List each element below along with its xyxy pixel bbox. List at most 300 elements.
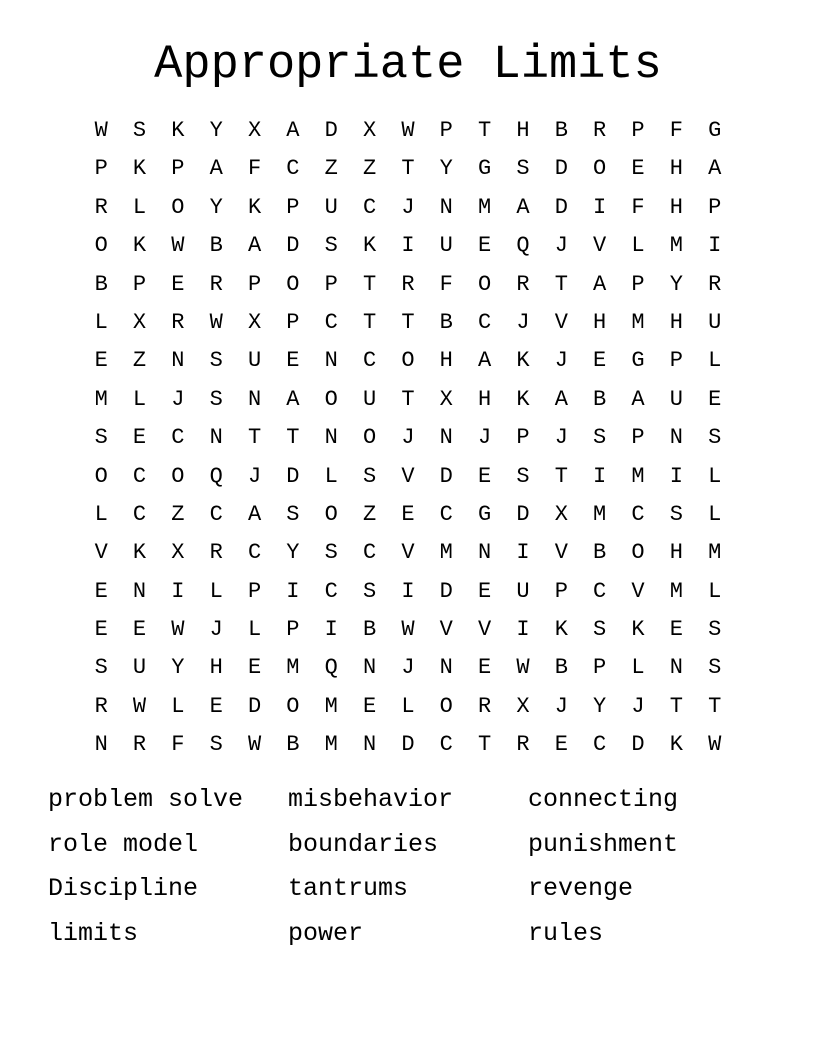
grid-letter: V [439, 617, 453, 643]
grid-letter: S [94, 425, 108, 451]
grid-letter: T [401, 386, 415, 412]
grid-letter: P [631, 118, 645, 143]
grid-letter: O [171, 463, 185, 489]
grid-letter: E [669, 617, 683, 643]
grid-letter: S [593, 617, 607, 643]
grid-letter: B [362, 617, 377, 643]
grid-letter: O [362, 425, 377, 451]
grid-letter: P [286, 617, 300, 643]
grid-letter: E [554, 732, 568, 758]
grid-letter: N [209, 425, 223, 451]
grid-row [82, 266, 734, 304]
grid-letter: K [247, 194, 262, 220]
grid-letter: X [439, 386, 453, 412]
grid-letter: A [286, 118, 300, 143]
grid-letter: N [362, 655, 377, 681]
grid-letter: E [94, 348, 108, 374]
grid-row [82, 573, 734, 611]
grid-letter: I [516, 540, 530, 566]
grid-letter: X [171, 540, 185, 566]
grid-letter: Z [132, 348, 147, 374]
grid-letter: J [631, 693, 645, 719]
grid-letter: W [516, 655, 530, 681]
grid-letter: K [132, 156, 147, 182]
grid-letter: L [132, 386, 147, 412]
grid-letter: Z [362, 156, 377, 182]
grid-letter: S [362, 463, 377, 489]
grid-letter: Y [171, 655, 185, 681]
grid-letter: P [631, 425, 645, 451]
grid-letter: L [401, 693, 415, 719]
grid-letter: I [286, 578, 300, 604]
grid-letter: O [401, 348, 415, 374]
grid-letter: E [362, 693, 377, 719]
grid-letter: O [94, 233, 108, 259]
grid-letter: D [631, 732, 645, 758]
grid-letter: P [171, 156, 185, 182]
grid-letter: P [286, 309, 300, 335]
grid-letter: R [209, 540, 223, 566]
grid-letter: T [478, 732, 492, 758]
grid-row [82, 419, 734, 457]
grid-letter: H [439, 348, 453, 374]
grid-letter: E [631, 156, 645, 182]
grid-letter: S [516, 463, 530, 489]
grid-letter: P [439, 118, 453, 143]
grid-letter: W [94, 118, 108, 143]
grid-letter: I [708, 233, 722, 259]
grid-letter: N [362, 732, 377, 758]
grid-letter: J [401, 425, 415, 451]
word-list-item: boundaries [288, 829, 439, 859]
grid-letter: Y [209, 118, 223, 143]
grid-letter: Y [669, 271, 683, 297]
grid-letter: D [554, 194, 568, 220]
grid-letter: T [554, 463, 568, 489]
grid-letter: P [94, 156, 108, 182]
grid-letter: W [171, 233, 185, 259]
grid-letter: S [209, 732, 223, 758]
grid-letter: Z [362, 501, 377, 527]
grid-letter: C [478, 309, 492, 335]
grid-letter: E [286, 348, 300, 374]
grid-row [82, 381, 734, 419]
grid-letter: J [209, 617, 223, 643]
grid-letter: R [171, 309, 185, 335]
grid-letter: R [516, 271, 530, 297]
grid-letter: P [247, 578, 262, 604]
grid-letter: T [708, 693, 722, 719]
grid-letter: E [132, 425, 147, 451]
grid-letter: P [247, 271, 262, 297]
grid-letter: P [669, 348, 683, 374]
grid-letter: L [94, 309, 108, 335]
grid-letter: C [324, 309, 338, 335]
grid-letter: K [132, 540, 147, 566]
grid-letter: B [593, 540, 607, 566]
grid-letter: H [669, 194, 683, 220]
grid-letter: I [401, 578, 415, 604]
grid-letter: M [631, 463, 645, 489]
word-list-item: revenge [528, 874, 634, 903]
grid-letter: X [554, 501, 568, 527]
grid-letter: F [171, 732, 185, 758]
grid-letter: D [286, 463, 300, 489]
grid-letter: T [362, 271, 377, 297]
grid-letter: V [478, 617, 492, 643]
grid-letter: N [439, 194, 453, 220]
grid-letter: N [439, 425, 453, 451]
grid-letter: O [94, 463, 108, 489]
grid-letter: J [401, 655, 415, 681]
grid-letter: E [478, 578, 492, 604]
grid-letter: N [324, 348, 338, 374]
grid-letter: B [439, 309, 453, 335]
grid-letter: C [132, 463, 147, 489]
word-list-item: power [288, 918, 364, 948]
grid-letter: F [631, 194, 645, 220]
grid-letter: C [439, 501, 453, 527]
grid-letter: X [516, 693, 530, 719]
grid-letter: L [132, 194, 147, 220]
grid-letter: U [439, 233, 453, 259]
grid-letter: Y [439, 156, 453, 182]
grid-letter: D [516, 501, 530, 527]
grid-letter: P [708, 194, 722, 220]
grid-letter: J [554, 233, 568, 259]
grid-letter: F [247, 156, 262, 182]
grid-letter: C [132, 501, 147, 527]
grid-row [82, 458, 734, 496]
grid-letter: J [171, 386, 185, 412]
grid-letter: K [516, 386, 530, 412]
grid-letter: J [554, 348, 568, 374]
grid-letter: O [593, 156, 607, 182]
grid-letter: U [132, 655, 147, 681]
grid-letter: B [286, 732, 300, 758]
word-list [48, 780, 768, 958]
grid-row [82, 726, 734, 764]
grid-letter: P [593, 655, 607, 681]
grid-letter: U [516, 578, 530, 604]
grid-letter: C [171, 425, 185, 451]
grid-row [82, 150, 734, 188]
grid-letter: U [669, 386, 683, 412]
grid-letter: M [708, 540, 722, 566]
word-list-item: connecting [528, 785, 679, 814]
grid-letter: S [209, 386, 223, 412]
grid-letter: R [94, 194, 108, 220]
grid-letter: S [324, 540, 338, 566]
grid-row [82, 688, 734, 726]
grid-letter: G [478, 501, 492, 527]
grid-row [82, 534, 734, 572]
grid-letter: V [401, 463, 415, 489]
grid-letter: A [209, 156, 223, 182]
grid-letter: E [478, 233, 492, 259]
grid-letter: O [286, 693, 300, 719]
grid-letter: N [94, 732, 108, 758]
grid-letter: H [209, 655, 223, 681]
grid-letter: K [554, 617, 568, 643]
grid-letter: A [478, 348, 492, 374]
grid-letter: Y [209, 194, 223, 220]
grid-letter: V [401, 540, 415, 566]
grid-letter: M [94, 386, 108, 412]
grid-letter: D [401, 732, 415, 758]
grid-letter: G [708, 118, 722, 143]
grid-letter: I [593, 463, 607, 489]
grid-letter: S [593, 425, 607, 451]
grid-letter: E [94, 617, 108, 643]
grid-letter: V [631, 578, 645, 604]
grid-letter: L [247, 617, 262, 643]
grid-letter: A [247, 501, 262, 527]
grid-letter: J [247, 463, 262, 489]
grid-letter: X [247, 118, 262, 143]
grid-letter: R [478, 693, 492, 719]
grid-letter: H [516, 118, 530, 143]
grid-letter: H [669, 156, 683, 182]
grid-letter: Y [286, 540, 300, 566]
grid-letter: J [554, 425, 568, 451]
grid-letter: B [593, 386, 607, 412]
grid-row [82, 342, 734, 380]
grid-letter: O [286, 271, 300, 297]
grid-letter: S [324, 233, 338, 259]
grid-letter: C [286, 156, 300, 182]
grid-letter: I [669, 463, 683, 489]
grid-letter: T [554, 271, 568, 297]
grid-letter: D [247, 693, 262, 719]
grid-letter: P [286, 194, 300, 220]
grid-letter: Q [516, 233, 530, 259]
grid-letter: V [554, 540, 568, 566]
grid-letter: W [708, 732, 722, 758]
grid-letter: K [516, 348, 530, 374]
grid-letter: A [516, 194, 530, 220]
grid-row [82, 611, 734, 649]
grid-letter: E [132, 617, 147, 643]
grid-letter: K [669, 732, 683, 758]
grid-letter: C [324, 578, 338, 604]
grid-letter: O [439, 693, 453, 719]
grid-letter: W [171, 617, 185, 643]
grid-letter: X [247, 309, 262, 335]
grid-letter: E [247, 655, 262, 681]
grid-letter: C [631, 501, 645, 527]
grid-letter: R [132, 732, 147, 758]
grid-letter: M [669, 233, 683, 259]
grid-letter: T [478, 118, 492, 143]
grid-letter: E [478, 655, 492, 681]
grid-letter: M [631, 309, 645, 335]
grid-letter: B [554, 655, 568, 681]
grid-row [82, 227, 734, 265]
word-list-item: problem solve [48, 785, 244, 814]
grid-letter: M [324, 732, 338, 758]
grid-letter: N [669, 655, 683, 681]
grid-letter: S [708, 655, 722, 681]
grid-letter: A [593, 271, 607, 297]
grid-letter: Y [593, 693, 607, 719]
grid-letter: T [669, 693, 683, 719]
word-list-item: rules [528, 918, 604, 948]
grid-letter: C [362, 348, 377, 374]
grid-letter: V [554, 309, 568, 335]
grid-letter: D [439, 578, 453, 604]
grid-letter: E [478, 463, 492, 489]
grid-letter: R [401, 271, 415, 297]
grid-letter: E [171, 271, 185, 297]
grid-letter: L [171, 693, 185, 719]
grid-letter: P [132, 271, 147, 297]
grid-letter: W [401, 118, 415, 143]
grid-letter: T [401, 309, 415, 335]
grid-letter: R [94, 693, 108, 719]
grid-letter: N [132, 578, 147, 604]
grid-letter: C [247, 540, 262, 566]
grid-letter: A [631, 386, 645, 412]
grid-letter: G [631, 348, 645, 374]
grid-letter: E [209, 693, 223, 719]
grid-letter: L [708, 578, 722, 604]
grid-letter: I [324, 617, 338, 643]
grid-letter: M [669, 578, 683, 604]
grid-letter: P [631, 271, 645, 297]
grid-letter: A [554, 386, 568, 412]
grid-letter: B [94, 271, 108, 297]
grid-letter: T [247, 425, 262, 451]
grid-letter: D [439, 463, 453, 489]
grid-letter: O [478, 271, 492, 297]
grid-row [82, 189, 734, 227]
grid-letter: N [669, 425, 683, 451]
grid-letter: Q [209, 463, 223, 489]
grid-letter: E [593, 348, 607, 374]
grid-letter: S [286, 501, 300, 527]
word-list-item: Discipline [48, 874, 199, 903]
grid-letter: J [554, 693, 568, 719]
grid-letter: J [401, 194, 415, 220]
grid-letter: M [593, 501, 607, 527]
word-list-item: limits [48, 918, 139, 948]
grid-letter: B [209, 233, 223, 259]
word-list-item: tantrums [288, 874, 409, 903]
grid-letter: S [362, 578, 377, 604]
page-title: Appropriate Limits [154, 39, 662, 92]
grid-letter: W [132, 693, 147, 719]
grid-letter: S [132, 118, 147, 143]
grid-letter: N [171, 348, 185, 374]
grid-letter: L [631, 233, 645, 259]
grid-letter: H [593, 309, 607, 335]
letter-grid [82, 112, 734, 765]
grid-letter: A [708, 156, 722, 182]
grid-letter: V [593, 233, 607, 259]
grid-letter: O [324, 501, 338, 527]
grid-letter: N [478, 540, 492, 566]
grid-letter: D [286, 233, 300, 259]
grid-letter: T [286, 425, 300, 451]
grid-letter: S [708, 425, 722, 451]
grid-letter: R [516, 732, 530, 758]
grid-letter: N [247, 386, 262, 412]
grid-letter: S [516, 156, 530, 182]
grid-letter: E [708, 386, 722, 412]
grid-letter: V [94, 540, 108, 566]
grid-row [82, 649, 734, 687]
grid-letter: K [132, 233, 147, 259]
grid-letter: M [478, 194, 492, 220]
grid-letter: L [708, 501, 722, 527]
grid-letter: T [362, 309, 377, 335]
grid-letter: J [478, 425, 492, 451]
grid-letter: T [401, 156, 415, 182]
grid-letter: U [247, 348, 262, 374]
grid-letter: U [362, 386, 377, 412]
grid-letter: O [171, 194, 185, 220]
grid-letter: M [324, 693, 338, 719]
grid-letter: R [593, 118, 607, 143]
grid-letter: W [247, 732, 262, 758]
grid-letter: R [708, 271, 722, 297]
grid-letter: G [478, 156, 492, 182]
grid-row [82, 496, 734, 534]
grid-letter: R [209, 271, 223, 297]
grid-letter: F [439, 271, 453, 297]
grid-letter: W [209, 309, 223, 335]
grid-letter: M [286, 655, 300, 681]
grid-row [82, 304, 734, 342]
grid-letter: K [631, 617, 645, 643]
grid-letter: A [286, 386, 300, 412]
grid-letter: L [94, 501, 108, 527]
grid-letter: L [708, 348, 722, 374]
grid-letter: O [631, 540, 645, 566]
grid-letter: X [132, 309, 147, 335]
grid-letter: P [516, 425, 530, 451]
grid-letter: D [324, 118, 338, 143]
grid-letter: I [593, 194, 607, 220]
grid-letter: H [478, 386, 492, 412]
grid-letter: Q [324, 655, 338, 681]
grid-letter: A [247, 233, 262, 259]
grid-letter: S [669, 501, 683, 527]
grid-letter: H [669, 309, 683, 335]
grid-letter: C [362, 194, 377, 220]
grid-letter: P [554, 578, 568, 604]
grid-letter: K [171, 118, 185, 143]
grid-letter: B [554, 118, 568, 143]
grid-letter: U [708, 309, 722, 335]
grid-letter: C [209, 501, 223, 527]
grid-row [82, 112, 734, 150]
grid-letter: J [516, 309, 530, 335]
grid-letter: L [324, 463, 338, 489]
grid-letter: S [94, 655, 108, 681]
grid-letter: N [439, 655, 453, 681]
grid-letter: D [554, 156, 568, 182]
grid-letter: Z [171, 501, 185, 527]
grid-letter: I [516, 617, 530, 643]
grid-letter: E [94, 578, 108, 604]
grid-letter: C [362, 540, 377, 566]
grid-letter: E [401, 501, 415, 527]
word-list-item: punishment [528, 829, 679, 859]
grid-letter: I [401, 233, 415, 259]
grid-letter: C [439, 732, 453, 758]
